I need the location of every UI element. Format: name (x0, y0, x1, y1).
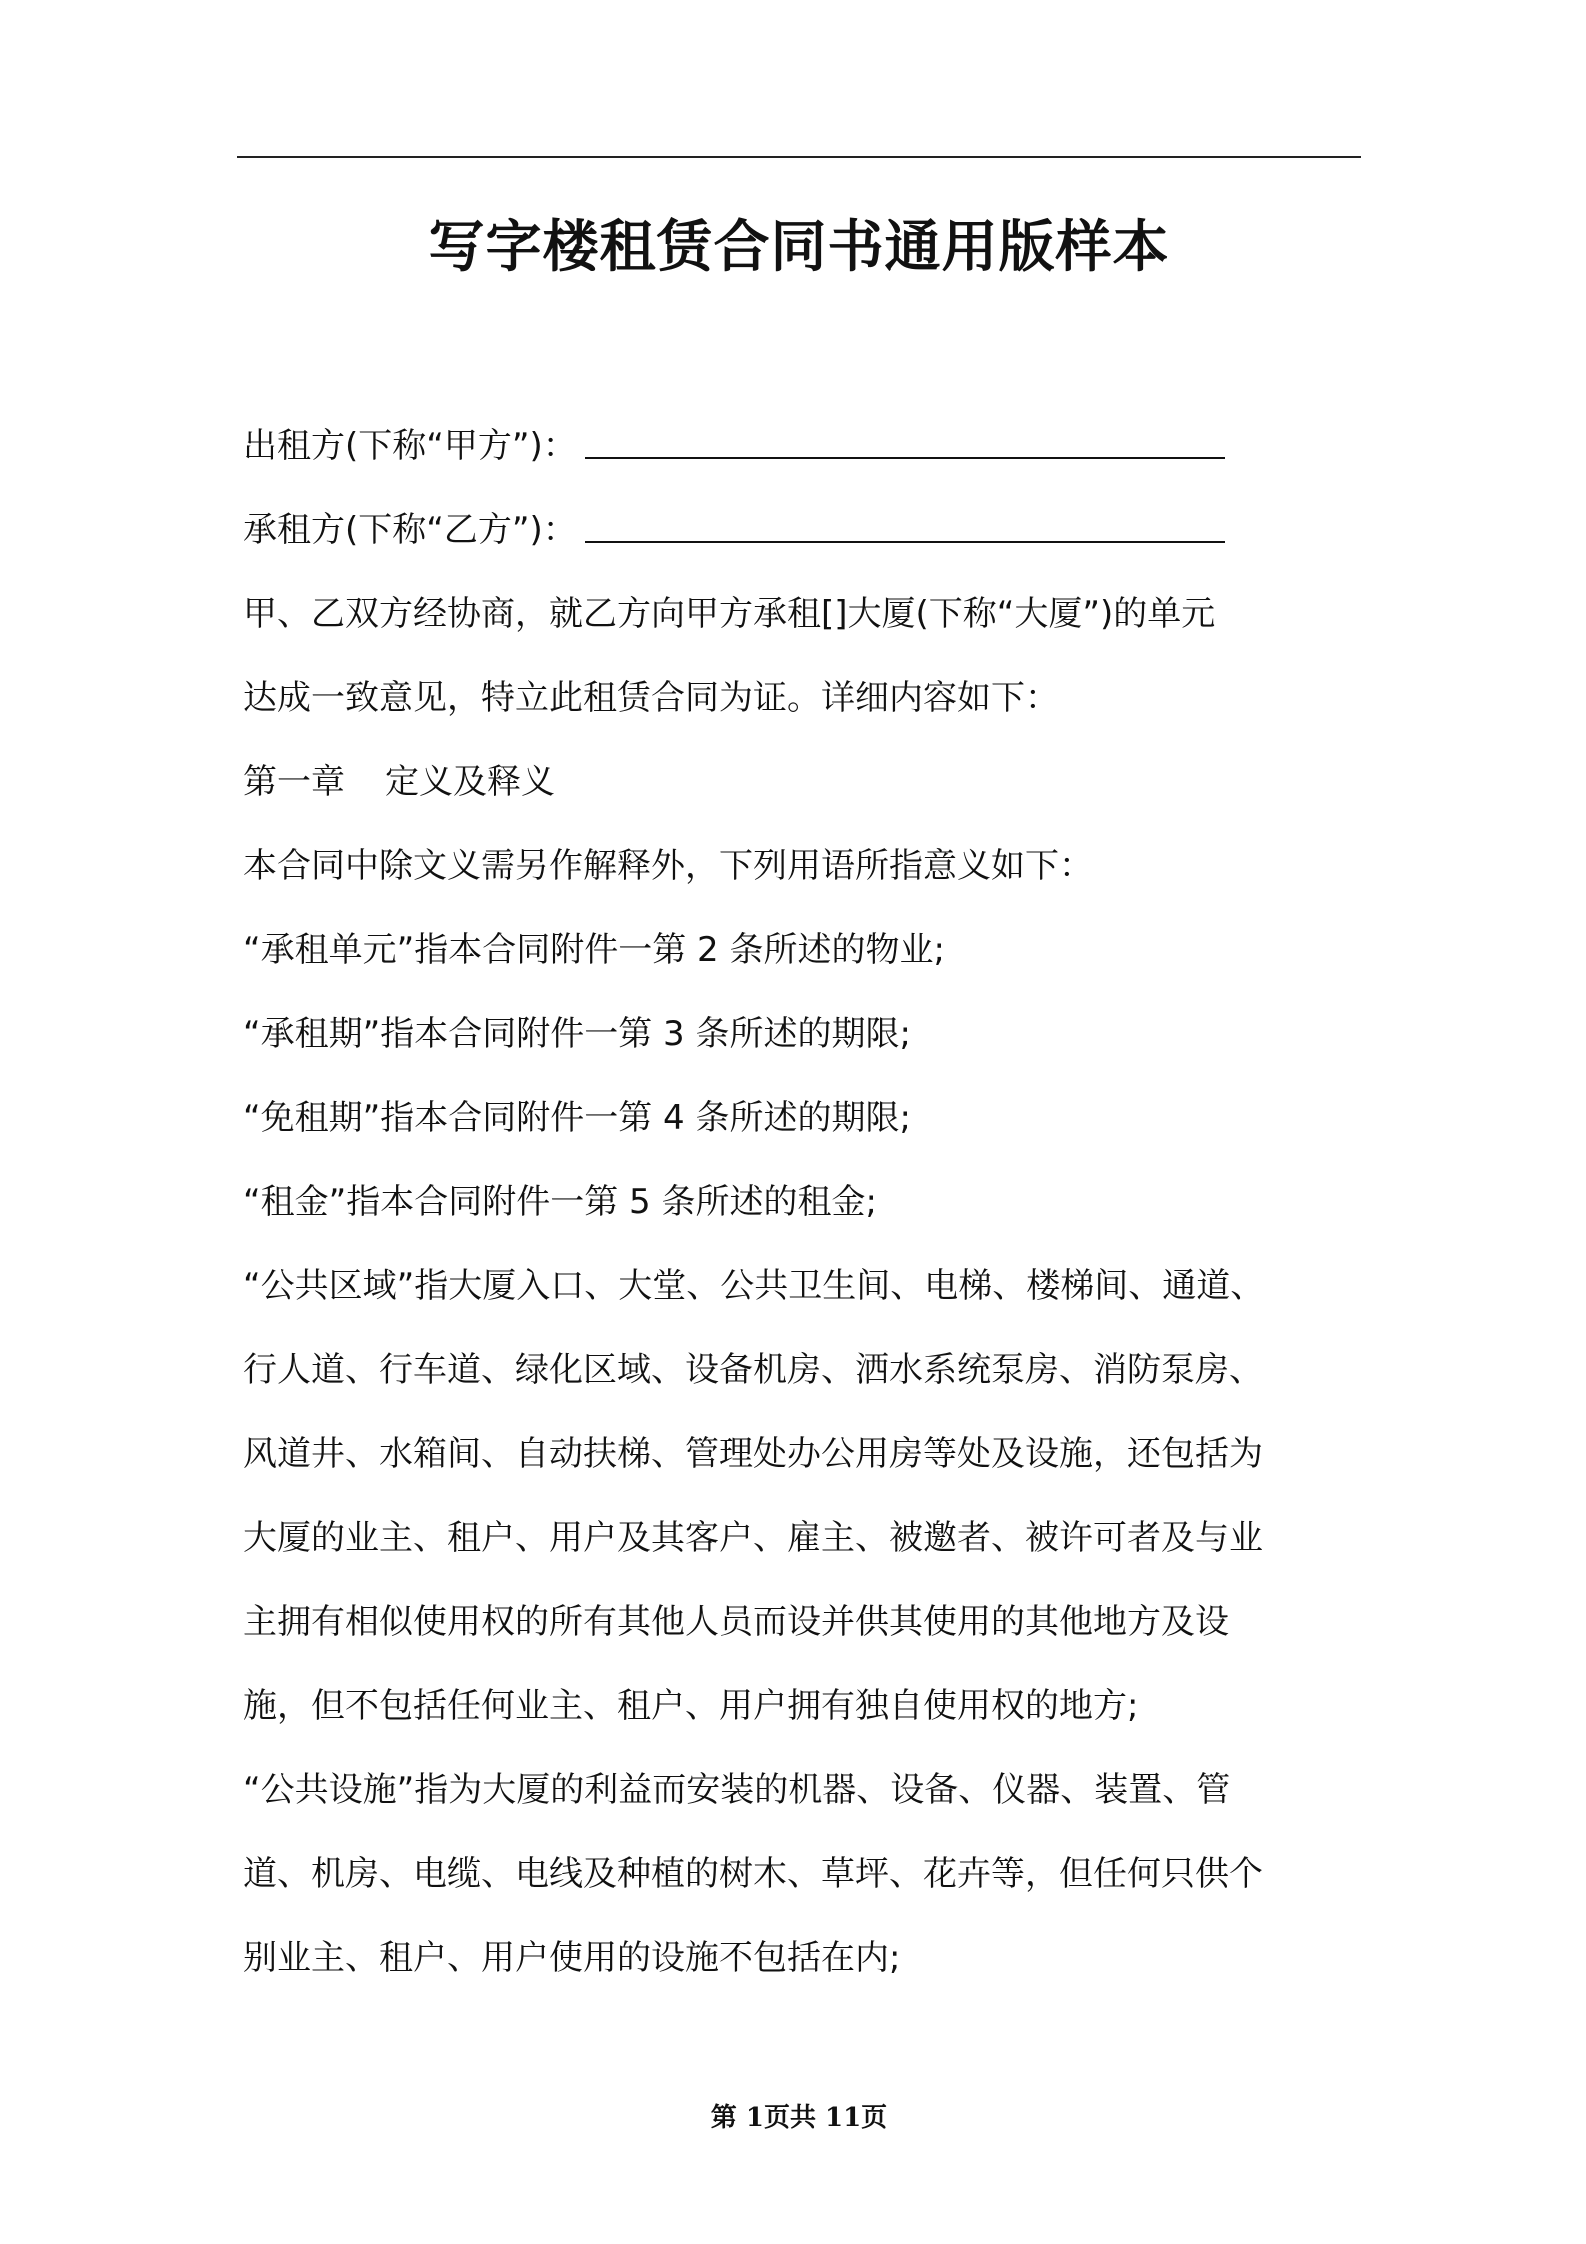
definition-line: “承租期”指本合同附件一第 3 条所述的期限; (243, 1014, 911, 1054)
definition-line: 风道井、水箱间、自动扶梯、管理处办公用房等处及设施，还包括为 (243, 1434, 1263, 1474)
paragraph-line: 达成一致意见，特立此租赁合同为证。详细内容如下： (243, 678, 1059, 718)
definition-line: 别业主、租户、用户使用的设施不包括在内; (243, 1938, 901, 1978)
definition-line: “公共设施”指为大厦的利益而安装的机器、设备、仪器、装置、管 (243, 1770, 1231, 1810)
definition-line: 行人道、行车道、绿化区域、设备机房、洒水系统泵房、消防泵房、 (243, 1350, 1263, 1390)
lessor-line (243, 404, 1363, 488)
lessee-line (243, 488, 1363, 572)
lessee-label: 承租方(下称“乙方”)： (243, 510, 577, 550)
definition-line: 施，但不包括任何业主、租户、用户拥有独自使用权的地方; (243, 1686, 1139, 1726)
chapter-number: 第一章 (243, 762, 345, 802)
page-number-footer: 第 1页共 11页 (710, 2103, 888, 2133)
definition-line: “公共区域”指大厦入口、大堂、公共卫生间、电梯、楼梯间、通道、 (243, 1266, 1265, 1306)
lessor-label: 出租方(下称“甲方”)： (243, 426, 577, 466)
lessee-blank-field (585, 501, 1225, 543)
chapter-heading (243, 740, 1363, 824)
definition-line: “免租期”指本合同附件一第 4 条所述的期限; (243, 1098, 911, 1138)
definition-line: “租金”指本合同附件一第 5 条所述的租金; (243, 1182, 877, 1222)
document-body (243, 404, 1363, 2000)
definition-line: 大厦的业主、租户、用户及其客户、雇主、被邀者、被许可者及与业 (243, 1518, 1263, 1558)
paragraph-line: 甲、乙双方经协商，就乙方向甲方承租[]大厦(下称“大厦”)的单元 (243, 594, 1216, 634)
definition-line: 主拥有相似使用权的所有其他人员而设并供其使用的其他地方及设 (243, 1602, 1229, 1642)
definition-line: 道、机房、电缆、电线及种植的树木、草坪、花卉等，但任何只供个 (243, 1854, 1263, 1894)
definition-line: “承租单元”指本合同附件一第 2 条所述的物业; (243, 930, 945, 970)
lessor-blank-field (585, 417, 1225, 459)
chapter-title: 定义及释义 (385, 762, 555, 802)
definition-line: 本合同中除文义需另作解释外，下列用语所指意义如下： (243, 846, 1093, 886)
document-title: 写字楼租赁合同书通用版样本 (428, 215, 1170, 280)
header-rule (237, 156, 1361, 158)
